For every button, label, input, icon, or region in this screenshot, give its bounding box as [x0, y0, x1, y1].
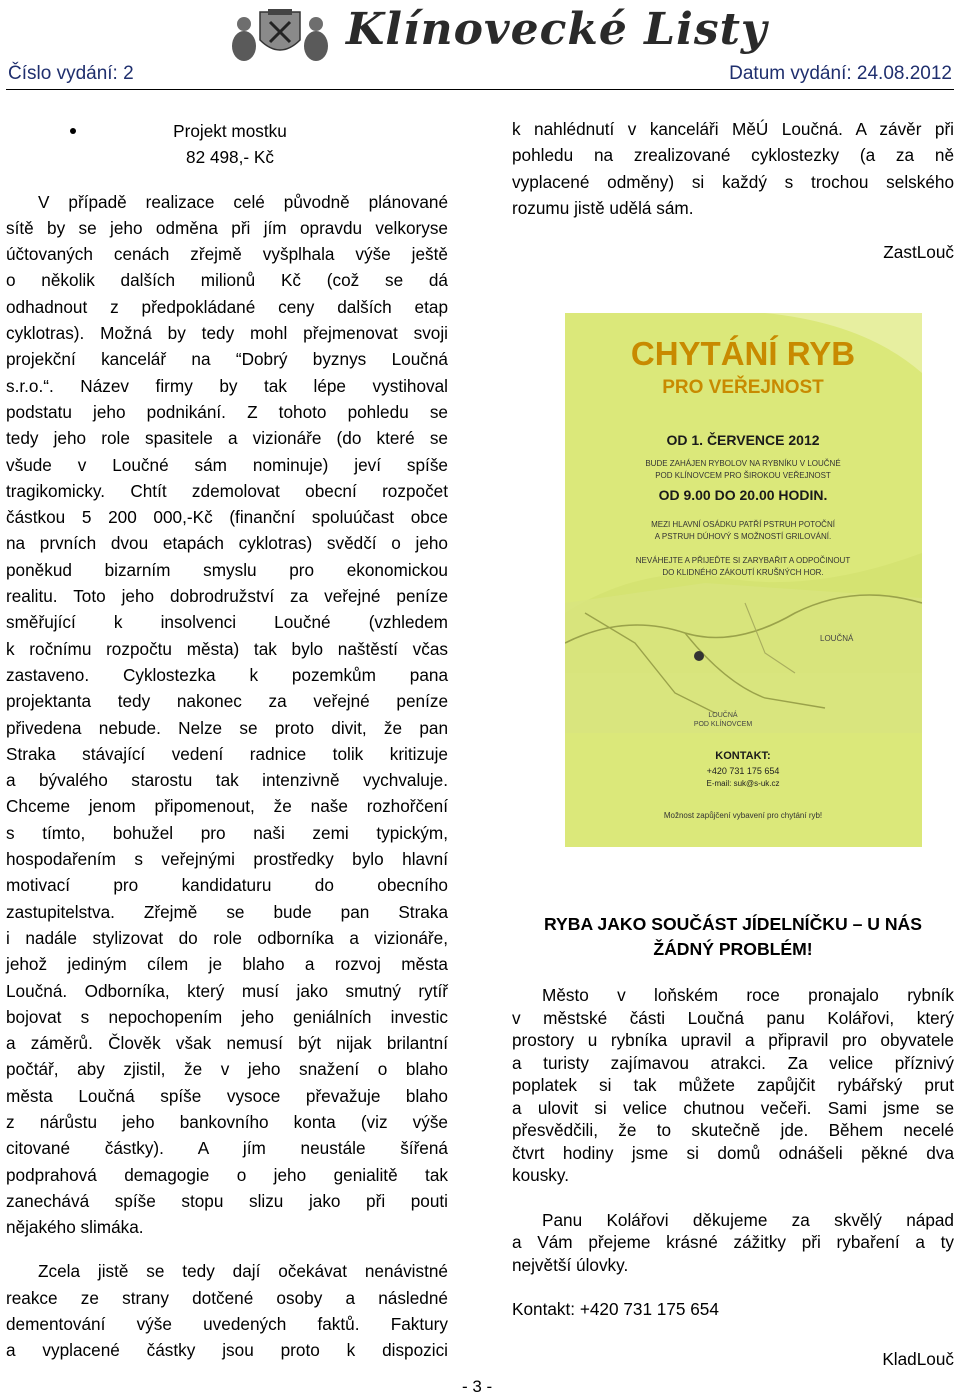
article-line: s.r.o.“. Název firmy by tak lépe vystihoval	[6, 375, 448, 396]
poster-intro-1: BUDE ZAHÁJEN RYBOLOV NA RYBNÍKU V LOUČNÉ	[645, 459, 841, 468]
article-line: zanechává spíše stopu slizu jako při pouti	[6, 1190, 448, 1211]
article-line: částkou 5 200 000,-Kč (finanční spoluúčast obce	[6, 507, 448, 528]
article-line: zastaveno. Cyklostezka k pozemkům pana	[6, 664, 448, 685]
article-line: V případě realizace celé původně plánované	[38, 191, 448, 212]
article-line: účtovaných cenách zřejmě vyšplhala výše ještě	[6, 244, 448, 265]
article-line: sítě by se jeho odměna při jím opravdu velkoryse	[6, 217, 448, 238]
article-line: přivedena nebude. Nelze se proto divit, že pan	[6, 717, 448, 738]
article-line: hospodařením s veřejnými prostředky bylo hlavní	[6, 849, 448, 870]
article-line: motivací pro kandidaturu do obecního	[6, 875, 448, 896]
para1-line: a ulovit si velice chutnou večeři. Sami jsme se	[512, 1097, 954, 1118]
right-column	[512, 116, 954, 265]
article-line: Chceme jenom připomenout, že naše rozhořčení	[6, 796, 448, 817]
page-header	[0, 0, 960, 92]
article-line: cyklotras). Možná by tedy mohl přejmenovat svoji	[6, 323, 448, 344]
article-line: bojovat s nepochopením jeho geniálních investic	[6, 1006, 448, 1027]
article-line: Straka stávající vedení radnice tolik kritizuje	[6, 743, 448, 764]
para1-line: prostory u rybníka upravil a připravil pro obyvatele	[512, 1030, 954, 1050]
continuation-line: vyplacené odměny) si každý s trochou selského	[512, 171, 954, 192]
poster-intro-2: POD KLÍNOVCEM PRO ŠIROKOU VEŘEJNOST	[655, 471, 831, 480]
article-closing	[6, 1258, 448, 1363]
article-line: města Loučná spíše vysoce převažuje blaho	[6, 1085, 448, 1106]
fishing-poster	[565, 313, 922, 847]
article-line: jehož jediným cílem je blaho a rozvoj města	[6, 954, 448, 975]
poster-intro-3: OD 9.00 DO 20.00 HODIN.	[658, 487, 828, 503]
article-line: i nadále stylizovat do role odborníka a vizionáře,	[6, 927, 448, 948]
article-line: z nárůstu jeho bankovního konta (viz výše	[6, 1111, 448, 1132]
project-amount: 82 498,- Kč	[186, 147, 274, 168]
article-line: tragikomicky. Chtít zdemolovat obecní rozpočet	[6, 480, 448, 501]
article-line: na prvních dvou etapách cyklotras) svědčí o jeho	[6, 533, 448, 554]
closing-line: a vyplacené částky jsou proto k dispozici	[6, 1340, 448, 1361]
article-continuation	[512, 116, 954, 195]
article-line: podprahová demagogie o jeho genialitě tak	[6, 1164, 448, 1185]
fish-article-contact: Kontakt: +420 731 175 654	[512, 1299, 719, 1319]
closing-line: reakce ze strany dotčené osoby a následné	[6, 1287, 448, 1308]
article-line: podstatu jeho podnikání. Z tohoto pohledu se	[6, 401, 448, 422]
project-item: Projekt mostku	[173, 121, 287, 141]
poster-map-label-1: LOUČNÁ	[820, 634, 854, 643]
fish-article-para1-last: kousky.	[512, 1165, 569, 1185]
fish-article	[512, 984, 954, 1321]
closing-line: dementování výše uvedených faktů. Faktury	[6, 1314, 448, 1335]
poster-footer: Možnost zapůjčení vybavení pro chytání ryb!	[663, 811, 823, 820]
poster-fish-2: A PSTRUH DÚHOVÝ S MOŽNOSTÍ GRILOVÁNÍ.	[654, 532, 832, 541]
left-column	[6, 118, 448, 1364]
article-line: Loučná. Odborníka, který musí jako smutný rytíř	[6, 980, 448, 1001]
poster-invite-2: DO KLIDNÉHO ZÁKOUTÍ KRUŠNÝCH HOR.	[662, 568, 824, 577]
article-heading-line2: ŽÁDNÝ PROBLÉM!	[653, 939, 813, 959]
fish-article-para2	[512, 1209, 954, 1254]
article-line: k ročnímu rozpočtu města) tak bylo naštěstí včas	[6, 638, 448, 659]
issue-date: Datum vydání: 24.08.2012	[729, 63, 952, 84]
para2-line: Panu Kolářovi děkujeme za skvělý nápad	[542, 1209, 954, 1230]
page-number: - 3 -	[462, 1377, 493, 1396]
article-line: realitu. Toto jeho dobrodružství za veřejné peníze	[6, 586, 448, 607]
article-line: a záměrů. Člověk však nemusí být nijak brilantní	[6, 1033, 448, 1054]
article-line: počtář, aby zjistil, že v jeho snažení o blaho	[6, 1059, 448, 1080]
para1-line: čtvrt hodiny jsme si domů odnášeli pěkné dva	[512, 1142, 954, 1163]
poster-map-label-2: LOUČNÁ POD KLÍNOVCEM	[693, 712, 753, 728]
article-signature: ZastLouč	[883, 242, 954, 263]
poster-contact-email: E-mail: suk@s-uk.cz	[706, 779, 780, 788]
fish-article-signature: KladLouč	[882, 1349, 954, 1369]
continuation-line: k nahlédnutí v kanceláři MěÚ Loučná. A závěr při	[512, 119, 954, 139]
fish-article-para2-last: největší úlovky.	[512, 1254, 629, 1275]
article-line: a bývalého starostu tak intenzivně vychvaluje.	[6, 770, 448, 791]
article-line: tedy jeho role spasitele a vizionáře (do které se	[6, 428, 448, 449]
para1-line: Město v loňském roce pronajalo rybník	[542, 985, 954, 1005]
article-line: poněkud bizarním smyslu pro ekonomickou	[6, 559, 448, 580]
article-heading-line1: RYBA JAKO SOUČÁST JÍDELNÍČKU – U NÁS	[544, 914, 922, 934]
poster-subtitle: PRO VEŘEJNOST	[662, 377, 824, 398]
poster-invite-1: NEVÁHEJTE A PŘIJEĎTE SI ZARYBAŘIT A ODPOČINOUT	[635, 556, 851, 565]
poster-date: OD 1. ČERVENCE 2012	[666, 432, 820, 448]
article-line: zastupitelstva. Zřejmě se bude pan Straka	[6, 901, 448, 922]
town-crest-logo	[224, 6, 336, 62]
article-line: projektanta tedy nakonec za veřejné peníze	[6, 691, 448, 712]
fish-article-para1	[512, 984, 954, 1164]
article-line: citované částky). A jím neustále šířená	[6, 1138, 448, 1159]
poster-map	[565, 583, 922, 733]
para1-line: a turisty zajímavou atrakci. Za velice příznivý	[512, 1052, 954, 1073]
article-line: všude v Loučné sám nominuje) jeví spíše	[6, 454, 448, 475]
article-line: projekční kancelář na “Dobrý byznys Loučná	[6, 349, 448, 370]
article-line: směřující k insolvenci Loučné (vzhledem	[6, 612, 448, 633]
article-line: s tímto, bohužel pro naši zemi typickým,	[6, 822, 448, 843]
poster-contact-phone: +420 731 175 654	[706, 766, 780, 776]
continuation-line: pohledu na zrealizované cyklostezky (a za ně	[512, 145, 954, 166]
issue-number: Číslo vydání: 2	[8, 63, 134, 84]
header-divider	[6, 89, 954, 90]
para2-line: a Vám přejeme krásné zážitky při rybaření a ty	[512, 1232, 954, 1252]
article-line: o několik dalších milionů Kč (což se dá	[6, 270, 448, 291]
article-continuation-last: rozumu jistě udělá sám.	[512, 197, 694, 218]
article-heading	[512, 912, 954, 962]
article-line-last: nějakého slimáka.	[6, 1217, 144, 1238]
masthead-title: Klínovecké Listy	[346, 4, 768, 55]
poster-title: CHYTÁNÍ RYB	[630, 335, 856, 372]
closing-line: Zcela jistě se tedy dají očekávat nenávistné	[38, 1261, 448, 1282]
poster-fish-1: MEZI HLAVNÍ OSÁDKU PATŘÍ PSTRUH POTOČNÍ	[651, 520, 835, 529]
article-body	[6, 189, 448, 1215]
article-line: odhadnout z předpokládané ceny dalších etap	[6, 296, 448, 317]
para1-line: poplatek si tak můžete zapůjčit rybářský prut	[512, 1075, 954, 1095]
para1-line: v městské části Loučná panu Kolářovi, který	[512, 1007, 954, 1028]
para1-line: přesvědčili, že to skutečně jde. Během necelé	[512, 1120, 954, 1140]
poster-contact-title: KONTAKT:	[715, 750, 771, 762]
